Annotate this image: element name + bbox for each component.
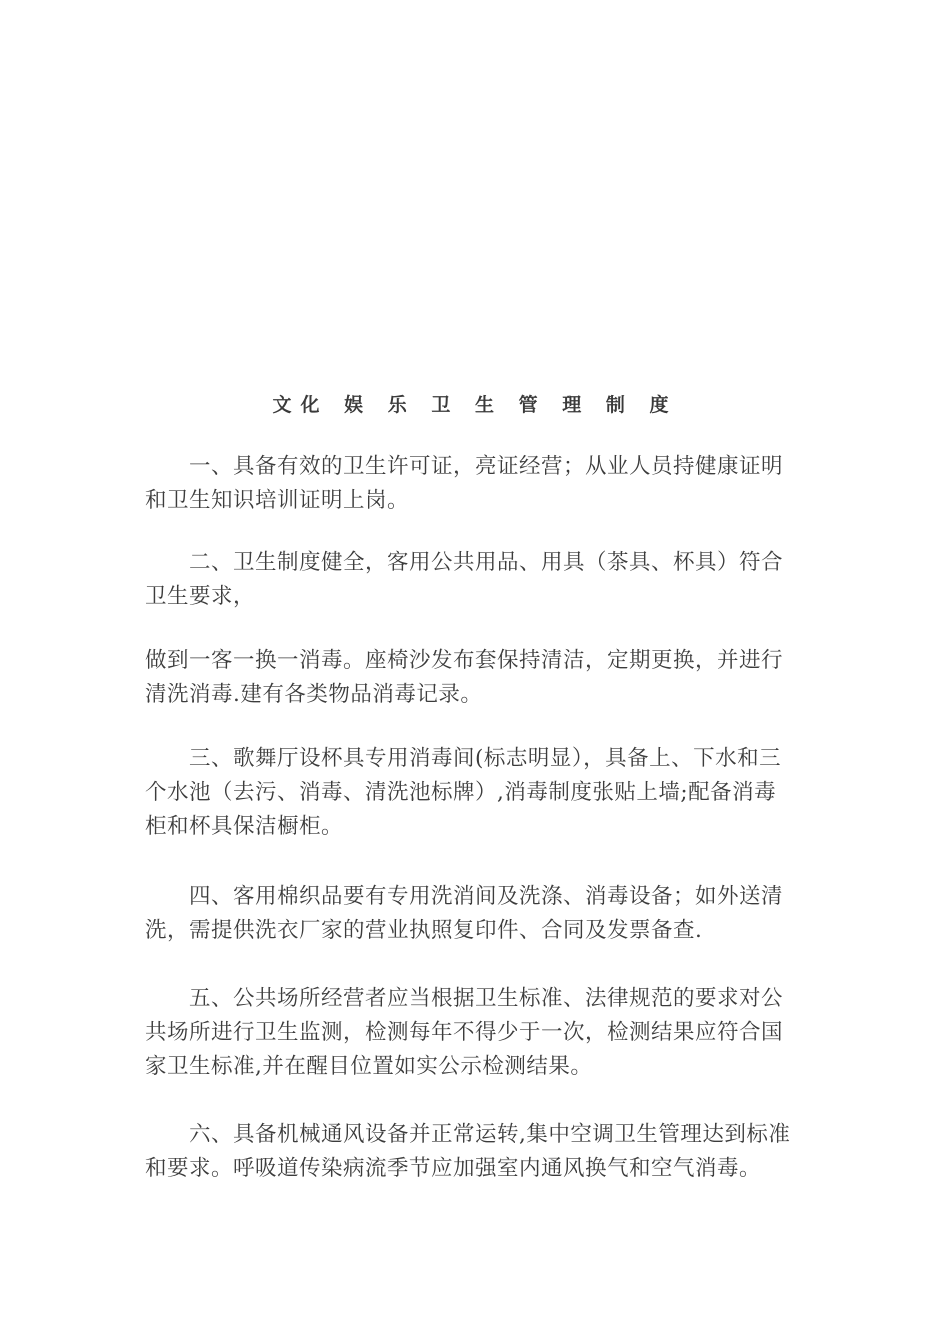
paragraph-4 [145, 742, 805, 844]
paragraph-7 [145, 1118, 805, 1186]
paragraph-line: 共场所进行卫生监测，检测每年不得少于一次，检测结果应符合国 [145, 1020, 784, 1045]
paragraph-line: 卫生要求， [145, 584, 256, 609]
paragraph-1 [145, 450, 805, 518]
paragraph-line: 清洗消毒.建有各类物品消毒记录。 [145, 682, 483, 707]
paragraph-line: 和卫生知识培训证明上岗。 [145, 488, 410, 513]
paragraph-line: 和要求。呼吸道传染病流季节应加强室内通风换气和空气消毒。 [145, 1156, 762, 1181]
paragraph-2 [145, 546, 805, 614]
paragraph-line: 个水池（去污、消毒、清洗池标牌）,消毒制度张贴上墙;配备消毒 [145, 780, 777, 805]
paragraph-3 [145, 644, 805, 712]
paragraph-line: 四、客用棉织品要有专用洗消间及洗涤、消毒设备；如外送清 [189, 884, 784, 909]
paragraph-5 [145, 880, 805, 948]
document-title: 文化 娱 乐 卫 生 管 理 制 度 [272, 394, 678, 416]
paragraph-line: 一、具备有效的卫生许可证，亮证经营；从业人员持健康证明 [189, 454, 784, 479]
paragraph-line: 二、卫生制度健全，客用公共用品、用具（茶具、杯具）符合 [189, 550, 784, 575]
paragraph-line: 五、公共场所经营者应当根据卫生标准、法律规范的要求对公 [189, 986, 784, 1011]
paragraph-line: 洗，需提供洗衣厂家的营业执照复印件、合同及发票备查. [145, 918, 703, 943]
paragraph-6 [145, 982, 805, 1084]
paragraph-line: 六、具备机械通风设备并正常运转,集中空调卫生管理达到标准 [189, 1122, 791, 1147]
paragraph-line: 家卫生标准,并在醒目位置如实公示检测结果。 [145, 1054, 593, 1079]
paragraph-line: 柜和杯具保洁橱柜。 [145, 814, 344, 839]
paragraph-line: 三、歌舞厅设杯具专用消毒间(标志明显），具备上、下水和三 [189, 746, 782, 771]
paragraph-line: 做到一客一换一消毒。座椅沙发布套保持清洁，定期更换，并进行 [145, 648, 784, 673]
